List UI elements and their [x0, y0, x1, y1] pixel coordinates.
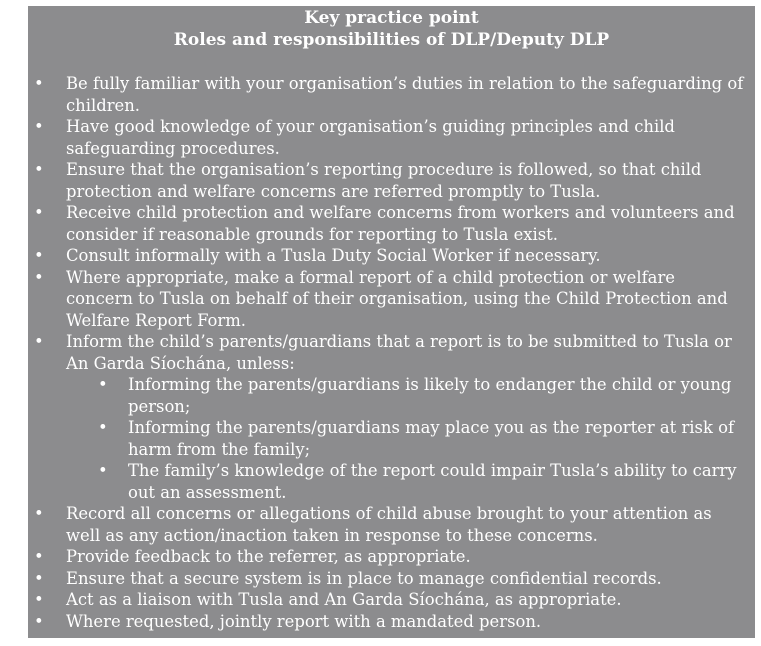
title-line-2: Roles and responsibilities of DLP/Deputy DLP — [173, 30, 610, 50]
list-item: • Have good knowledge of your organisation’s guiding principles and child safeguarding procedures. — [28, 116, 755, 159]
list-item: • Ensure that the organisation’s reporting procedure is followed, so that child protection and welfare concerns are referred promptly to Tusla. — [28, 159, 755, 202]
list-item: • Receive child protection and welfare concerns from workers and volunteers and consider if reasonable grounds for reporting to Tusla exist. — [28, 202, 755, 245]
list-item-with-sublist — [28, 331, 755, 503]
exceptions-sublist — [66, 374, 747, 503]
list-item: • Provide feedback to the referrer, as appropriate. — [28, 546, 755, 568]
list-item: • Record all concerns or allegations of child abuse brought to your attention as well as any action/inaction taken in response to these concerns. — [28, 503, 755, 546]
list-item: • Act as a liaison with Tusla and An Garda Síochána, as appropriate. — [28, 589, 755, 611]
list-item: • Be fully familiar with your organisation’s duties in relation to the safeguarding of children. — [28, 73, 755, 116]
responsibilities-list — [28, 73, 755, 632]
list-item: • Ensure that a secure system is in place to manage confidential records. — [28, 568, 755, 590]
key-practice-point-box — [28, 6, 755, 638]
sub-list-item: • Informing the parents/guardians may place you as the reporter at risk of harm from the family; — [66, 417, 747, 460]
sub-list-item: • The family’s knowledge of the report could impair Tusla’s ability to carry out an assessment. — [66, 460, 747, 503]
list-item: • Where appropriate, make a formal report of a child protection or welfare concern to Tusla on behalf of their organisation, using the Child Protection and Welfare Report Form. — [28, 267, 755, 332]
box-title — [28, 7, 755, 51]
sub-list-item: • Informing the parents/guardians is likely to endanger the child or young person; — [66, 374, 747, 417]
title-line-1: Key practice point — [304, 8, 479, 28]
list-item: • Where requested, jointly report with a mandated person. — [28, 611, 755, 633]
list-item-text: Inform the child’s parents/guardians that a report is to be submitted to Tusla or An Garda Síochána, unless: — [66, 332, 732, 373]
list-item: • Consult informally with a Tusla Duty Social Worker if necessary. — [28, 245, 755, 267]
